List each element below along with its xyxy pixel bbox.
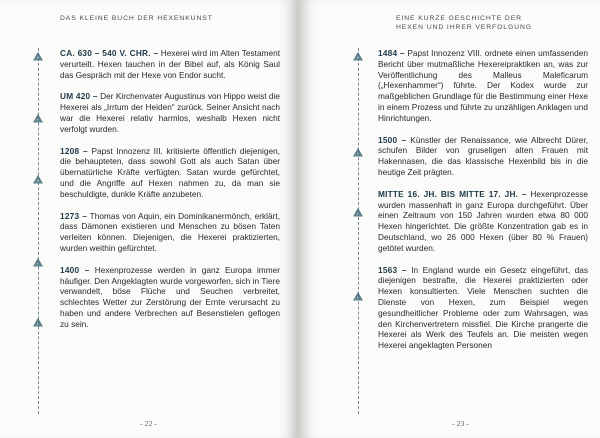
triquetra-knot-icon xyxy=(33,258,43,268)
triquetra-knot-icon xyxy=(33,52,43,62)
running-head-right: EINE KURZE GESCHICHTE DER HEXEN UND IHRER VERFOLGUNG xyxy=(396,15,532,31)
entry-year: CA. 630 – 540 V. CHR. – xyxy=(60,48,159,58)
running-head-left: DAS KLEINE BUCH DER HEXENKUNST xyxy=(60,15,213,22)
entry-text: Hexenprozesse wurden massenhaft in ganz Europa durchgeführt. Über einen Zeitraum von 150 Jahren wurden etwa 80 000 Hexen hingerichtet. Die größte Konzentration gab es in Deutschland, wo 26 000 Hexen (über 80 % Frauen) getötet wurden. xyxy=(378,188,588,253)
entry-text: Hexenprozesse werden in ganz Europa immer häufiger. Den Angeklagten wurde vorgeworfen, sich in Tiere verwandelt, böse Flüche und Seuchen verbreitet, schlechtes Wetter zur Zerstörung der Ernte verursacht zu haben und andere Verbrechen auf Besenstielen geflogen zu sein. xyxy=(60,264,281,329)
entry-year: 1400 – xyxy=(60,264,90,275)
left-page-body xyxy=(60,48,280,341)
entry-year: 1500 – xyxy=(378,134,407,145)
timeline-entry xyxy=(60,265,280,330)
entry-year: MITTE 16. JH. BIS MITTE 17. JH. – xyxy=(378,188,527,199)
timeline-entry xyxy=(378,48,588,124)
timeline-entry xyxy=(60,91,280,134)
timeline-entry xyxy=(60,211,280,254)
entry-year: 1563 – xyxy=(378,264,407,275)
triquetra-knot-icon xyxy=(33,114,43,124)
entry-text: Künstler der Renaissance, wie Albrecht Dürer, schufen Bilder von gruseligen alten Frauen mit Hakennasen, die das klassische Hexenbild bis in die heutige Zeit prägten. xyxy=(378,134,588,177)
page-number-left: - 22 - xyxy=(140,419,157,428)
entry-year: 1273 – xyxy=(60,210,88,221)
entry-text: Thomas von Aquin, ein Dominikanermönch, erklärt, dass Dämonen existieren und Menschen zu bösen Taten verleiten können. Diejenigen, die Hexerei praktizierten, wurden weithin gefürchtet. xyxy=(60,210,281,253)
timeline-entry xyxy=(378,189,588,254)
entry-text: Der Kirchenvater Augustinus von Hippo weist die Hexerei als „Irrtum der Heiden“ zurück. Seiner Ansicht nach war die Hexerei relativ harmlos, weshalb Hexen nicht verfolgt wurden. xyxy=(60,91,280,134)
timeline-entry xyxy=(60,146,280,200)
entry-text: Hexerei wird im Alten Testament verurteilt. Hexen tauchen in der Bibel auf, als König Saul das Gespräch mit der Hexe von Endor sucht. xyxy=(60,48,280,80)
timeline-line-left xyxy=(38,48,39,414)
timeline-entry xyxy=(378,265,588,351)
triquetra-knot-icon xyxy=(353,292,363,302)
triquetra-knot-icon xyxy=(353,52,363,62)
left-page xyxy=(0,0,296,438)
entry-year: 1208 – xyxy=(60,145,88,156)
triquetra-knot-icon xyxy=(33,318,43,328)
triquetra-knot-icon xyxy=(353,148,363,158)
entry-text: In England wurde ein Gesetz eingeführt, das diejenigen bestrafte, die Hexerei praktizierten oder Hexen konsultierten. Viele Menschen suchten die Dienste von Hexen, zum Beispiel wegen gesundheitlicher Probleme oder zum Wahrsagen, was den Kirchenvertretern missfiel. Die Kirche prangerte die Hexerei als Werk des Teufels an. Die meisten wegen Hexerei angeklagten Personen xyxy=(378,264,588,351)
timeline-entry xyxy=(378,135,588,178)
entry-year: UM 420 – xyxy=(60,91,98,102)
entry-text: Papst Innozenz III. kritisierte öffentlich diejenigen, die behaupteten, dass sowohl Gott als auch Satan über übernatürliche Kräfte verfügten. Satan wurde gefürchtet, und die Angriffe auf Hexen nahmen zu, da man sie beschuldigte, dunkle Kräfte anzubeten. xyxy=(60,145,280,199)
timeline-line-right xyxy=(358,48,359,414)
entry-year: 1484 – xyxy=(378,48,405,58)
page-number-right: - 23 - xyxy=(452,419,469,428)
right-page-body xyxy=(378,48,588,362)
right-page xyxy=(300,0,600,438)
triquetra-knot-icon xyxy=(353,208,363,218)
triquetra-knot-icon xyxy=(33,175,43,185)
timeline-entry xyxy=(60,48,280,80)
entry-text: Papst Innozenz VIII. ordnete einen umfassenden Bericht über mutmaßliche Hexereipraktiken an, was zur Veröffentlichung des Malleus Maleficarum („Hexenhammer“) führte. Der Kodex wurde zur maßgeblichen Grundlage für die Bestimmung einer Hexe in einem Prozess und führte zu unzähligen Anklagen und Hinrichtungen. xyxy=(378,48,588,123)
